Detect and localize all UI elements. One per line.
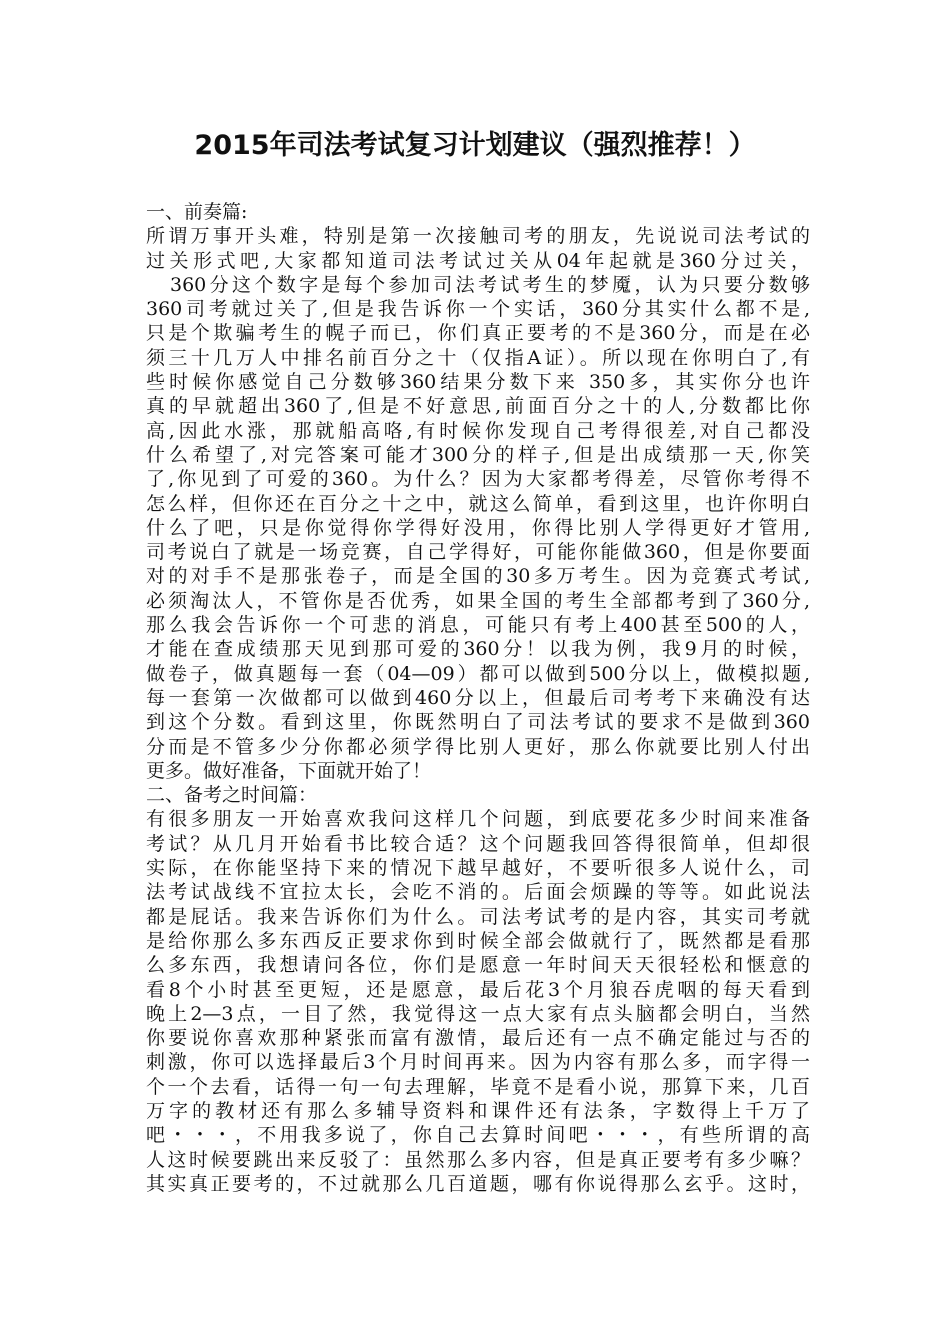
paragraph-line: 些时候你感觉自己分数够360结果分数下来 350多，其实你分也许 [146,371,810,394]
paragraph-line: 什么了吧，只是你觉得你学得好没用，你得比别人学得更好才管用, [146,516,810,539]
paragraph-line: 才能在查成绩那天见到那可爱的360分！以我为例，我9月的时候， [146,638,810,661]
paragraph-line: 360司考就过关了,但是我告诉你一个实话，360分其实什么都不是, [146,298,810,321]
paragraph-line: 晚上2—3点，一目了然，我觉得这一点大家有点头脑都会明白，当然 [146,1002,810,1025]
document-title: 2015年司法考试复习计划建议（强烈推荐！） [194,130,756,161]
paragraph-line: 360分这个数字是每个参加司法考试考生的梦魇，认为只要分数够 [170,273,810,296]
paragraph-line: 只是个欺骗考生的幌子而已，你们真正要考的不是360分，而是在必 [146,322,810,345]
paragraph-line: 每一套第一次做都可以做到460分以上，但最后司考考下来确没有达 [146,686,810,709]
paragraph-line: 高,因此水涨，那就船高咯,有时候你发现自己考得很差,对自己都没 [146,419,810,442]
paragraph-line: 万字的教材还有那么多辅导资料和课件还有法条，字数得上千万了 [146,1099,810,1122]
paragraph-line: 看8个小时甚至更短，还是愿意，最后花3个月狼吞虎咽的每天看到 [146,978,810,1001]
section-heading-time: 二、备考之时间篇： [146,784,318,807]
document-body [146,200,810,1196]
paragraph-line: 什么希望了,对完答案可能才300分的样子,但是出成绩那一天,你笑 [146,443,810,466]
paragraph-line: 做卷子，做真题每一套（04—09）都可以做到500分以上，做模拟题, [146,662,810,685]
paragraph-line: 对的对手不是那张卷子，而是全国的30多万考生。因为竞赛式考试, [146,565,810,588]
paragraph-line: 须三十几万人中排名前百分之十（仅指A证）。所以现在你明白了,有 [146,346,810,369]
paragraph-line: 其实真正要考的，不过就那么几百道题，哪有你说得那么玄乎。这时， [146,1172,810,1195]
paragraph-line: 个一个去看，话得一句一句去理解，毕竟不是看小说，那算下来，几百 [146,1075,810,1098]
paragraph-line: 刺激，你可以选择最后3个月时间再来。因为内容有那么多，而字得一 [146,1051,810,1074]
paragraph-line: 分而是不管多少分你都必须学得比别人更好，那么你就要比别人付出 [146,735,810,758]
paragraph-line: 实际，在你能坚持下来的情况下越早越好，不要听很多人说什么，司 [146,857,810,880]
paragraph-line: 所谓万事开头难，特别是第一次接触司考的朋友，先说说司法考试的 [146,225,810,248]
paragraph-line: 你要说你喜欢那种紧张而富有激情，最后还有一点不确定能过与否的 [146,1027,810,1050]
paragraph-line: 么多东西，我想请问各位，你们是愿意一年时间天天很轻松和惬意的 [146,954,810,977]
paragraph-line: 法考试战线不宜拉太长，会吃不消的。后面会烦躁的等等。如此说法 [146,881,810,904]
paragraph-line: 司考说白了就是一场竞赛，自己学得好，可能你能做360，但是你要面 [146,541,810,564]
paragraph-line: 过关形式吧,大家都知道司法考试过关从04年起就是360分过关， [146,249,810,272]
paragraph-line: 更多。做好准备，下面就开始了！ [146,759,432,782]
paragraph-line: 都是屁话。我来告诉你们为什么。司法考试考的是内容，其实司考就 [146,905,810,928]
section-heading-prelude: 一、前奏篇: [146,201,248,223]
paragraph-line: 必须淘汰人，不管你是否优秀，如果全国的考生全部都考到了360分, [146,589,810,612]
paragraph-line: 人这时候要跳出来反驳了：虽然那么多内容，但是真正要考有多少嘛？ [146,1148,810,1171]
paragraph-line: 是给你那么多东西反正要求你到时候全部会做就行了，既然都是看那 [146,929,810,952]
paragraph-line: 那么我会告诉你一个可悲的消息，可能只有考上400甚至500的人， [146,614,810,637]
paragraph-line: 考试？从几月开始看书比较合适？这个问题我回答得很简单，但却很 [146,832,810,855]
paragraph-line: 了,你见到了可爱的360。为什么？因为大家都考得差，尽管你考得不 [146,468,810,491]
paragraph-line: 真的早就超出360了,但是不好意思,前面百分之十的人,分数都比你 [146,395,810,418]
paragraph-line: 怎么样，但你还在百分之十之中，就这么简单，看到这里，也许你明白 [146,492,810,515]
paragraph-line: 有很多朋友一开始喜欢我问这样几个问题，到底要花多少时间来准备 [146,808,810,831]
paragraph-line: 到这个分数。看到这里，你既然明白了司法考试的要求不是做到360 [146,711,810,734]
paragraph-line: 吧・・・，不用我多说了，你自己去算时间吧・・・，有些所谓的高 [146,1124,810,1147]
